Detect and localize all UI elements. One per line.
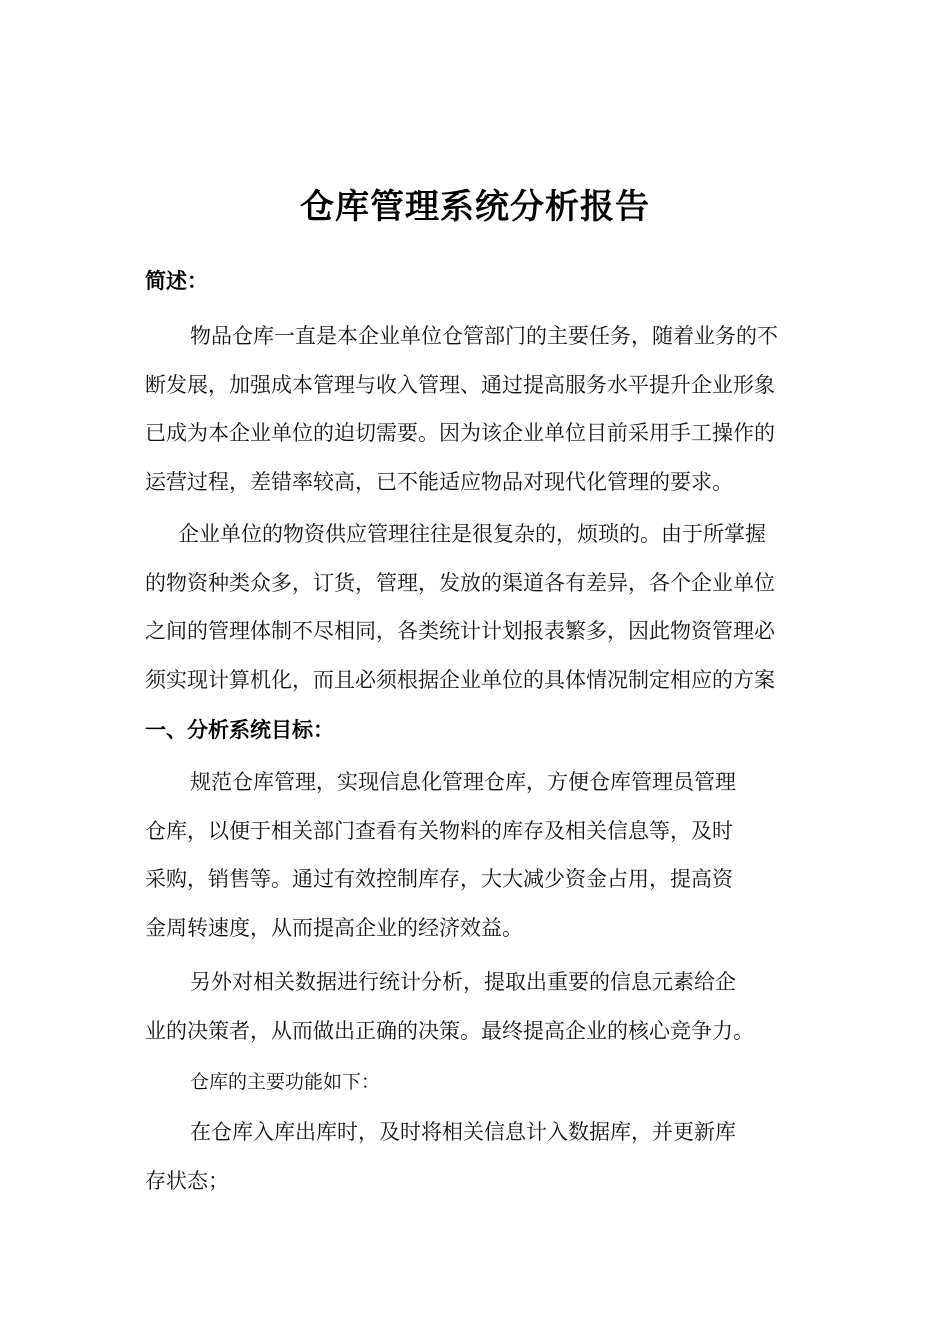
paragraph-line: 存状态；: [145, 1168, 229, 1193]
goal-paragraph-2: [145, 958, 807, 1055]
paragraph-line: 在仓库入库出库时，及时将相关信息计入数据库，并更新库: [190, 1120, 736, 1144]
goal-paragraph-1: [145, 758, 807, 952]
paragraph-line: 的物资种类众多，订货，管理，发放的渠道各有差异，各个企业单位: [145, 570, 775, 595]
paragraph-line: 业的决策者，从而做出正确的决策。最终提高企业的核心竞争力。: [145, 1018, 754, 1043]
paragraph-line: 规范仓库管理，实现信息化管理仓库，方便仓库管理员管理: [190, 770, 736, 794]
paragraph-line: 须实现计算机化，而且必须根据企业单位的具体情况制定相应的方案: [145, 667, 775, 692]
goal-heading: 一、分析系统目标：: [145, 718, 334, 742]
paragraph-line: 断发展，加强成本管理与收入管理、通过提高服务水平提升企业形象: [145, 372, 775, 397]
paragraph-line: 仓库，以便于相关部门查看有关物料的库存及相关信息等，及时: [145, 818, 733, 843]
paragraph-line: 企业单位的物资供应管理往往是很复杂的，烦琐的。由于所掌握: [178, 522, 766, 546]
paragraph-line: 已成为本企业单位的迫切需要。因为该企业单位目前采用手工操作的: [145, 421, 775, 445]
functions-intro: 仓库的主要功能如下：: [190, 1071, 381, 1093]
paragraph-line: 另外对相关数据进行统计分析，提取出重要的信息元素给企: [190, 970, 736, 994]
paragraph-line: 采购，销售等。通过有效控制库存，大大减少资金占用，提高资: [145, 867, 733, 891]
goal-paragraph-3: [145, 1108, 807, 1205]
paragraph-line: 物品仓库一直是本企业单位仓管部门的主要任务，随着业务的不: [190, 324, 778, 348]
summary-heading: 简述：: [145, 269, 208, 293]
document-title: 仓库管理系统分析报告: [300, 187, 650, 227]
paragraph-line: 金周转速度，从而提高企业的经济效益。: [145, 915, 523, 940]
summary-paragraph-1: [145, 312, 807, 506]
paragraph-line: 运营过程，差错率较高，已不能适应物品对现代化管理的要求。: [145, 469, 733, 494]
paragraph-line: 之间的管理体制不尽相同，各类统计计划报表繁多，因此物资管理必: [145, 619, 775, 643]
summary-paragraph-2: [145, 510, 807, 704]
